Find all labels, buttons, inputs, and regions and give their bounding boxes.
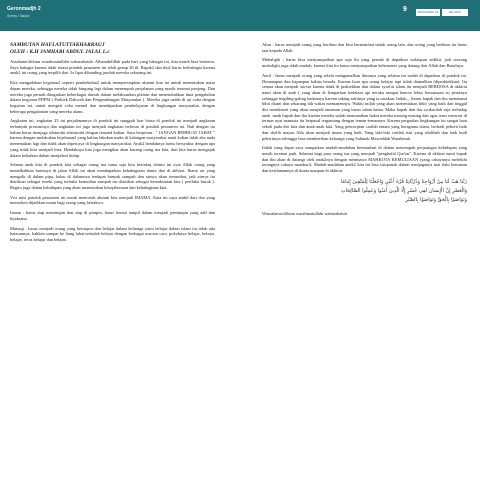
paragraph: Inilah yang dapat saya sampaikan mudah-mudahan bermanfaat di dalam menempuh perjuangan kehidupan yang masih teramat jauh. Selamat bagi para orang tua yang menjadi "penghafal Qur'an". Karena di akhirat nanti bapak dan ibu akan di datangi oleh anak2nya dengan membawa MAHKOTA KEMULIAAN (yang cahayanya melebihi terangnya cahaya matahari). Mudah-mudahan anak2 kita ini bisa istiqomah dalam menjaganya mai ilahi kemanan dan keislamannya di dunia maupun di akhirat. [262, 145, 467, 174]
paragraph: Assalamu'alikum warahmatullahi wabarakatuh. Alhamdulillah pada hari yang bahagia ini, kita masih bisa bertemu. Saya bahagia karena tidak terasa pondok pesantren ini telah genap 30 th. Bapak2 dan ibu2 harus berbahagia karena anak2 ini orang yang terpilih dari 3x lipat dibanding jumlah mereka sekarang ini. [10, 59, 215, 76]
arabic-line: رَبَّنَا هَبْ لَنَا مِنْ أَزْوَاجِنَا وَذُرِّيَّاتِنَا قُرَّةَ أَعْيُنٍ وَاجْعَلْنَا لِلْمُتَّقِينَ إِمَامًا [340, 178, 467, 185]
article-title-line1: SAMBUTAN HAFLATUTTAKHARRAUJ [10, 42, 105, 48]
arabic-line: وَالْعَصْرِ إِنَّ الْإِنسَانَ لَفِي خُسْرٍ إِلَّا الَّذِينَ آمَنُوا وَعَمِلُوا الصَّالِحَاتِ [340, 187, 467, 194]
issue-badge-right: EE 2015 [442, 9, 468, 16]
arabic-line: وَتَوَاصَوْا بِالْحَقِّ وَتَوَاصَوْا بِالصَّبْرِ [405, 196, 467, 203]
paragraph: Mubalighi : harus bisa menyampaikan apa saja ilu yang pernah di dapatkan walaupun sedikit, jadi seorang mubalighi juga tidak mudah, karena kita itu harus menyampaikan kebenarnir yang datang dari Allah dan Rasulnya. [262, 57, 467, 69]
paragraph: Angkatan ini, angkatan 25 ini perjalanannya di pondok ini sungguh luar biasa di pondok ini menjadi angkatan terbanyak prestasinya dan angkatan ini juga menjadi angkatan terbesar di pondok pesantren ini. Nah dengan itu kalian harus menjaga silaturahi silaturrahi dengan temand kalian. Saya berpesan : " JANGAN BERBUAT JAHAT " karena dengan melakukan kejahatan2 yang kalian lakukan maka di kalangan masyarakat nanti kalian tidak aka nada menemukan lagi dan tidak akan dipercaya di lingkungan masyarakat. Ayak2 hendaknya harus bersyukur dengan apa yang tidak bisa menjadi bisa. Hendaknya kita juga mengikat akan kurang orang tua kita, dari kita harus mengajak dalam kebaikan dalam menjalani hidup. [10, 118, 215, 158]
page-number: 9 [403, 6, 407, 13]
paragraph: Visi misi pondok pesantren ini untuk mencetak alumni kita menjadi IMAMA. Kata ini saya ambil dari doa yang memohon dijadikan imam bagi orang yang bertakwa. [10, 194, 215, 206]
right-column [262, 42, 467, 220]
issue-badge-left: RUKUNSIKI 20 [417, 10, 439, 14]
paragraph: Alim : harus menjadi orang yang berilmu dan bisa bermanfaat untuk orang lain, dan orang yang berilmu itu harus taat kepada Allah. [262, 42, 467, 53]
paragraph: Imaan : harus siap memimpin dan siap di pimpin, harus berani tampil dalam menjadi pemimpin yang adil dan bijaksana. [10, 210, 215, 221]
paragraph: Kita mengadakan kegiatan2 seperti pembekalan2 untuk mempersiapkan alumni kita ini untuk menentukan masa depan mereka, sehingga mereka tidak bingung lagi dalam menempuh perjalanan yang masih teramat panjang. Dan mereka juga pernah ditugaskan keberbagai daerah dalam melaksankan pikiran dan menembahkan lima pengabdian dalam kegiatan PDPM ( Praktek Dakwah dan Pengembangan Masyarakat ). Mereka juga sudah di uji coba dengan kegiatan ini, untuk mengeti coba mental dan mendapatkan pembelajaran di lingkungan masyarakat, dengan beberapa pengalaman yang mereka alami. [10, 80, 215, 114]
arabic-verse [262, 178, 467, 205]
left-column [10, 42, 215, 247]
magazine-subtitle: Xpress / Saujan [7, 14, 30, 18]
article-title [10, 42, 215, 56]
paragraph: Selama anak kita di pondok kita sebagai orang tua sama saja kita berinfaq doinni ini ayat Allah orang yang menafkahkan hartanya di jalan Allah ini akan mendapatkan kebahagiaan dunia dan di akhirat. Ibarat air yang mengalir di dalam pipa, kalau di dalamnya terdapat banyak sampah dan airnya akan tersumbat, jadi airnya itu diartikan sebagai rezeki yang terbuka kemudian sampah itu diartikan sebagai kemaksiatan kita ( perilaku buruk ). Begitu juga dalam kehidupan yang akan menentukan kesejahteraan dan kebahagiaan kita. [10, 162, 215, 191]
magazine-header [0, 0, 480, 31]
article-title-line2: OLEH : K.H JAMHARI ABDUL JALAL L.c [10, 49, 110, 55]
magazine-title: Geronmadjh 2 [7, 6, 41, 12]
paragraph: Amil : harus menjadi orang yang selalu mengamalkan ilmunya yang selama ini sudah di dapatkan di pondok ini. Dimanapun dan kapanpun kalian berada. Karena buat apa orang belajar tapi tidak diamalkan (dipraktekkan). Itu semua akan menjadi sia-sia karena tidak di praktekkan dan dalam syari'at islam itu menjadi BERDOSA di akhirat nanti akan di azab ( yang akan di lemparkan kedalam api neraka sampai hancur lebur bersamaan isi perutnya sehingga tergiling-galing badannya karena saking sakitnya yang ia rasakan. Inilah,,, (burut bapak dan ibu menanami bibit diaini dan sekarang lah waktu memanennya. Waktu inilah yang akan menentukan bibit yang baik dan tinggal diri menikmati yang akan menjadi tanaman yang harus tahan hama. Maka bapak dan ibu syukurilah saja terhadap anak -anak bapak dan ibu karena mereka sudah menunaikan bakat mereka masing-masing dan agar terus mencari di termas ayat manusia itu berpasal tergantung dengan teman-temannya. Karena pergaulan lingkungan itu sangat buat sekali pada diri kita dan anak-anak kita. Yang pencerpian carilah ematn yang beragama islam, berbadi pekerti baik dan sholih mayan Alla akan menjadi imam yang baik. Yang laki-laki carilah istri yang sholihah dan baik budi pekertinya sehingga bisa memberikan keluarga yang Sakinah Mawaddah Warahmah. [262, 72, 467, 141]
paragraph: Muttaqi : harus menjadi orang yang bertaqwa dan belajar dalam keluarga yaitu belajar dalam islam itu tidak ada batasannya, bahkan sampai ke liang lahat.tertudah belajar dengan berbagai macam cara, pokoknya belajar, belajar, belajar, terus belajar dan belajar. [10, 225, 215, 242]
closing-greeting: Wassalamu'alikum warahmatullahi wabarakatuh. [262, 210, 348, 216]
